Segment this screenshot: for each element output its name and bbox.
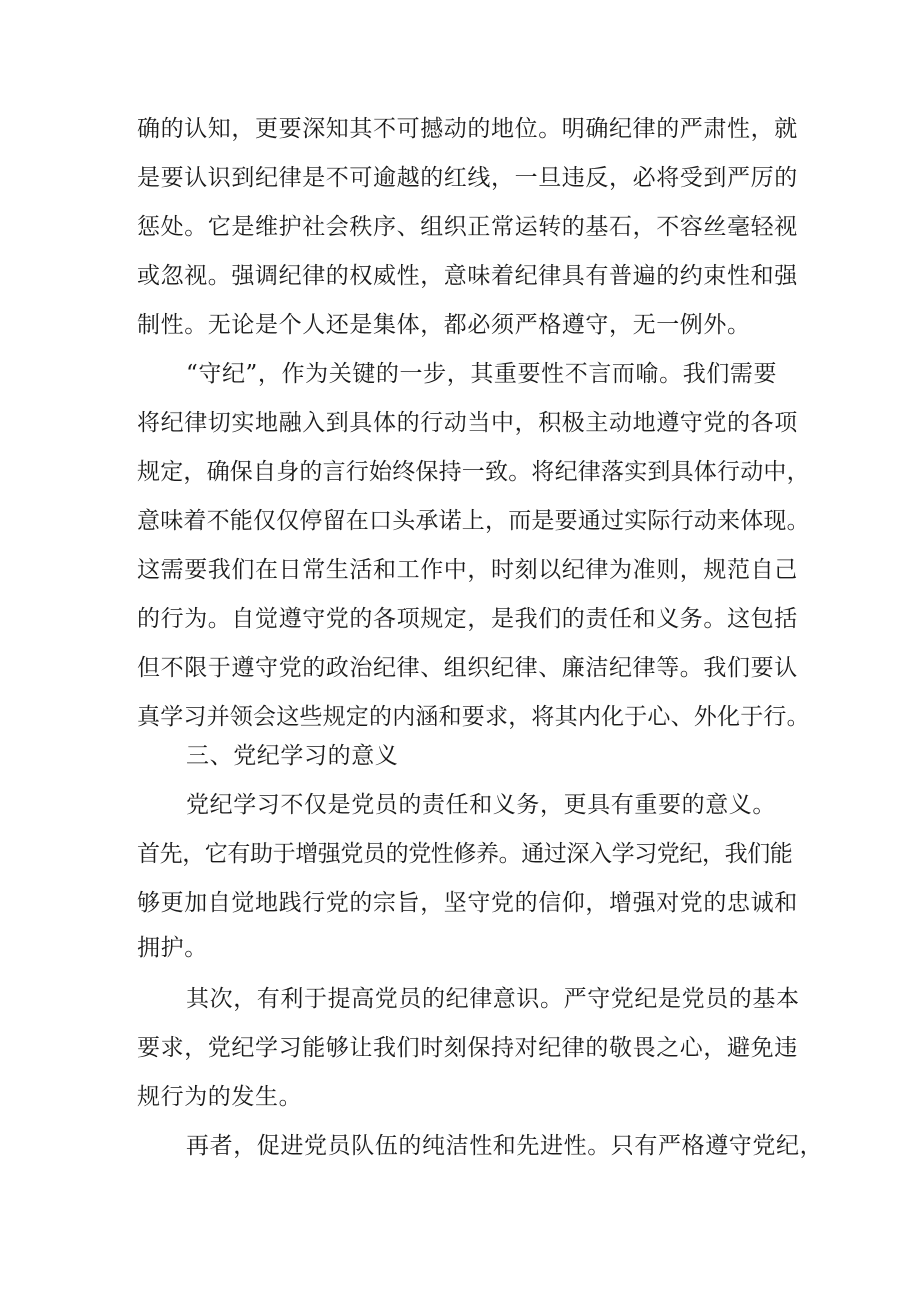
- text-line-20: 要求，党纪学习能够让我们时刻保持对纪律的敬畏之心，避免违: [137, 1035, 798, 1061]
- text-line-17: 够更加自觉地践行党的宗旨，坚守党的信仰，增强对党的忠诚和: [137, 890, 798, 916]
- text-line-6: “守纪”，作为关键的一步，其重要性不言而喻。我们需要: [186, 361, 778, 387]
- text-line-8: 规定，确保自身的言行始终保持一致。将纪律落实到具体行动中，: [137, 459, 810, 485]
- text-line-16: 首先，它有助于增强党员的党性修养。通过深入学习党纪，我们能: [137, 841, 793, 867]
- text-line-2: 是要认识到纪律是不可逾越的红线，一旦违反，必将受到严厉的: [137, 165, 798, 191]
- text-line-9: 意味着不能仅仅停留在口头承诺上，而是要通过实际行动来体现。: [137, 508, 810, 534]
- text-line-13: 真学习并领会这些规定的内涵和要求，将其内化于心、外化于行。: [137, 704, 810, 730]
- text-line-21: 规行为的发生。: [137, 1084, 303, 1110]
- text-line-5: 制性。无论是个人还是集体，都必须严格遵守，无一例外。: [137, 312, 751, 338]
- text-line-1: 确的认知，更要深知其不可撼动的地位。明确纪律的严肃性，就: [137, 116, 798, 142]
- text-line-18: 拥护。: [137, 935, 208, 961]
- text-line-10: 这需要我们在日常生活和工作中，时刻以纪律为准则，规范自己: [137, 557, 798, 583]
- text-line-7: 将纪律切实地融入到具体的行动当中，积极主动地遵守党的各项: [137, 410, 798, 436]
- text-line-3: 惩处。它是维护社会秩序、组织正常运转的基石，不容丝毫轻视: [137, 214, 798, 240]
- section-heading: 三、党纪学习的意义: [186, 743, 399, 769]
- text-line-4: 或忽视。强调纪律的权威性，意味着纪律具有普遍的约束性和强: [137, 263, 798, 289]
- text-line-11: 的行为。自觉遵守党的各项规定，是我们的责任和义务。这包括: [137, 606, 798, 632]
- text-line-15: 党纪学习不仅是党员的责任和义务，更具有重要的意义。: [186, 792, 776, 818]
- text-line-22: 再者，促进党员队伍的纯洁性和先进性。只有严格遵守党纪，: [186, 1133, 824, 1159]
- text-line-12: 但不限于遵守党的政治纪律、组织纪律、廉洁纪律等。我们要认: [137, 655, 798, 681]
- text-line-19: 其次，有利于提高党员的纪律意识。严守党纪是党员的基本: [186, 986, 800, 1012]
